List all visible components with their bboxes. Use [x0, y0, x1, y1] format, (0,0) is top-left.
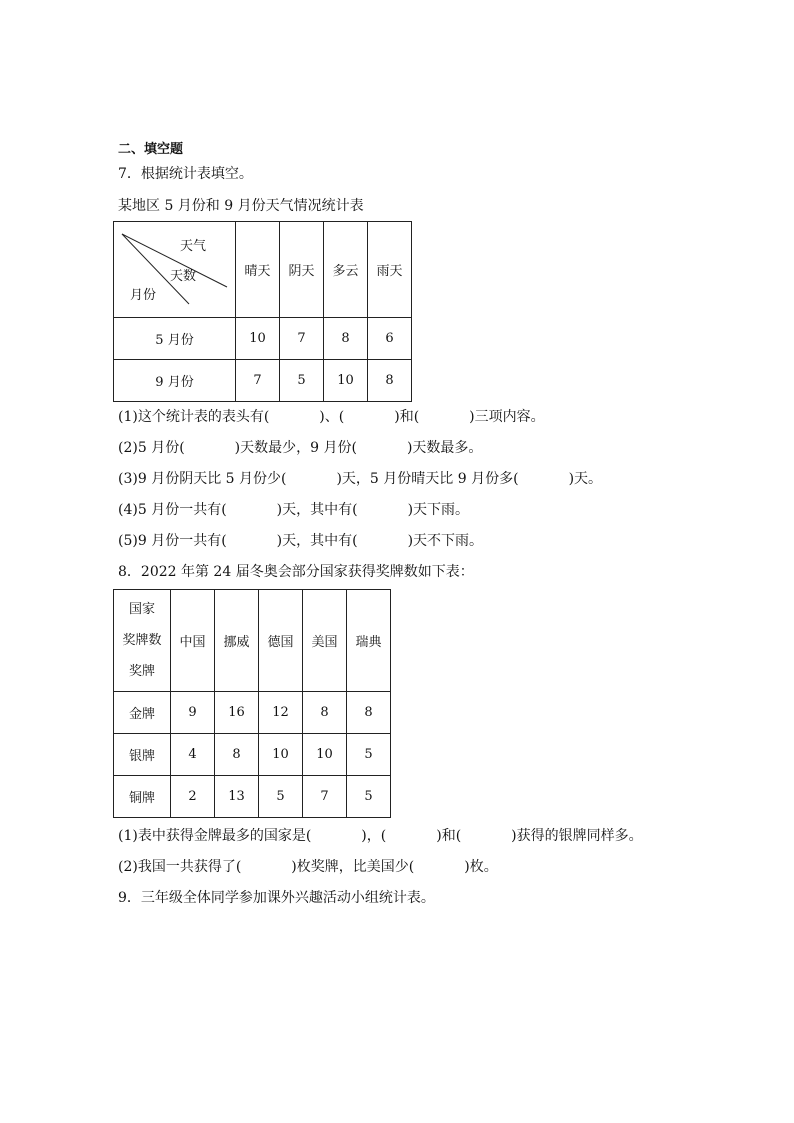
q7-cell: 6 [368, 318, 412, 360]
q7-cell: 8 [368, 360, 412, 402]
q7-sub-2 [118, 440, 482, 456]
q8-cell: 10 [259, 734, 303, 776]
table-row [114, 318, 412, 360]
q8-cell: 5 [259, 776, 303, 818]
corner-medal: 奖牌 [128, 664, 155, 679]
q8-row-label: 金牌 [114, 692, 171, 734]
text-part: )和( [394, 409, 420, 425]
q7-col-header: 阴天 [280, 222, 324, 318]
q8-medal-table [113, 589, 391, 818]
text-part: )天下雨。 [407, 502, 470, 518]
q7-sub-1 [118, 409, 545, 425]
text-part: )三项内容。 [469, 409, 545, 425]
text-part: )获得的银牌同样多。 [511, 828, 643, 844]
text-part: (5)9 月份一共有( [118, 533, 227, 549]
q8-cell: 2 [171, 776, 215, 818]
text-part: (2)我国一共获得了( [118, 859, 242, 875]
table-row [114, 692, 391, 734]
q8-row-label: 铜牌 [114, 776, 171, 818]
text-part: )天数最多。 [406, 440, 483, 456]
q8-cell: 5 [347, 776, 391, 818]
q7-col-header: 雨天 [368, 222, 412, 318]
q8-cell: 7 [303, 776, 347, 818]
q8-stem: 8．2022 年第 24 届冬奥会部分国家获得奖牌数如下表： [118, 564, 474, 580]
q7-corner-cell [114, 222, 236, 318]
q7-cell: 7 [280, 318, 324, 360]
text-part: )天。 [568, 471, 603, 487]
text-part: )天，其中有( [276, 502, 358, 518]
q8-col-header: 瑞典 [347, 590, 391, 692]
q8-corner-cell [114, 590, 171, 692]
text-part: )、( [319, 409, 345, 425]
q7-sub-4 [118, 502, 469, 518]
text-part: )天数最少，9 月份( [234, 440, 357, 456]
q8-cell: 16 [215, 692, 259, 734]
q7-cell: 10 [324, 360, 368, 402]
q7-cell: 8 [324, 318, 368, 360]
q8-sub-1 [118, 828, 643, 844]
corner-weather: 天气 [180, 239, 207, 254]
corner-country: 国家 [128, 602, 155, 617]
q7-row-label: 9 月份 [114, 360, 236, 402]
q7-weather-table [113, 221, 412, 402]
q8-cell: 12 [259, 692, 303, 734]
q9-stem: 9．三年级全体同学参加课外兴趣活动小组统计表。 [118, 890, 435, 906]
q8-sub-2 [118, 859, 498, 875]
q7-sub-5 [118, 533, 483, 549]
q7-col-header: 晴天 [236, 222, 280, 318]
table-row [114, 776, 391, 818]
table-row [114, 734, 391, 776]
text-part: (1)这个统计表的表头有( [118, 409, 270, 425]
text-part: )，( [361, 828, 387, 844]
q8-col-header: 德国 [259, 590, 303, 692]
q7-sub-3 [118, 471, 602, 487]
q8-cell: 8 [215, 734, 259, 776]
q7-cell: 7 [236, 360, 280, 402]
q8-cell: 8 [303, 692, 347, 734]
q8-cell: 5 [347, 734, 391, 776]
q8-col-header: 美国 [303, 590, 347, 692]
text-part: )天不下雨。 [407, 533, 484, 549]
section-title: 二、填空题 [118, 142, 184, 157]
corner-medal-count: 奖牌数 [122, 633, 162, 648]
text-part: (2)5 月份( [118, 440, 185, 456]
q8-cell: 13 [215, 776, 259, 818]
q7-row-label: 5 月份 [114, 318, 236, 360]
q8-col-header: 挪威 [215, 590, 259, 692]
corner-month: 月份 [130, 288, 157, 303]
text-part: )枚。 [464, 859, 498, 875]
text-part: )枚奖牌，比美国少( [291, 859, 415, 875]
q7-stem: 7．根据统计表填空。 [118, 166, 253, 182]
text-part: (4)5 月份一共有( [118, 502, 227, 518]
text-part: (1)表中获得金牌最多的国家是( [118, 828, 312, 844]
q7-cell: 10 [236, 318, 280, 360]
text-part: )和( [436, 828, 462, 844]
q8-row-label: 银牌 [114, 734, 171, 776]
q7-cell: 5 [280, 360, 324, 402]
q7-col-header: 多云 [324, 222, 368, 318]
q8-cell: 8 [347, 692, 391, 734]
corner-days: 天数 [170, 269, 197, 284]
q8-cell: 4 [171, 734, 215, 776]
table-row [114, 360, 412, 402]
q7-table-title: 某地区 5 月份和 9 月份天气情况统计表 [118, 198, 364, 214]
text-part: )天，5 月份晴天比 9 月份多( [336, 471, 519, 487]
q8-cell: 10 [303, 734, 347, 776]
q8-col-header: 中国 [171, 590, 215, 692]
q8-cell: 9 [171, 692, 215, 734]
text-part: )天，其中有( [276, 533, 358, 549]
text-part: (3)9 月份阴天比 5 月份少( [118, 471, 287, 487]
